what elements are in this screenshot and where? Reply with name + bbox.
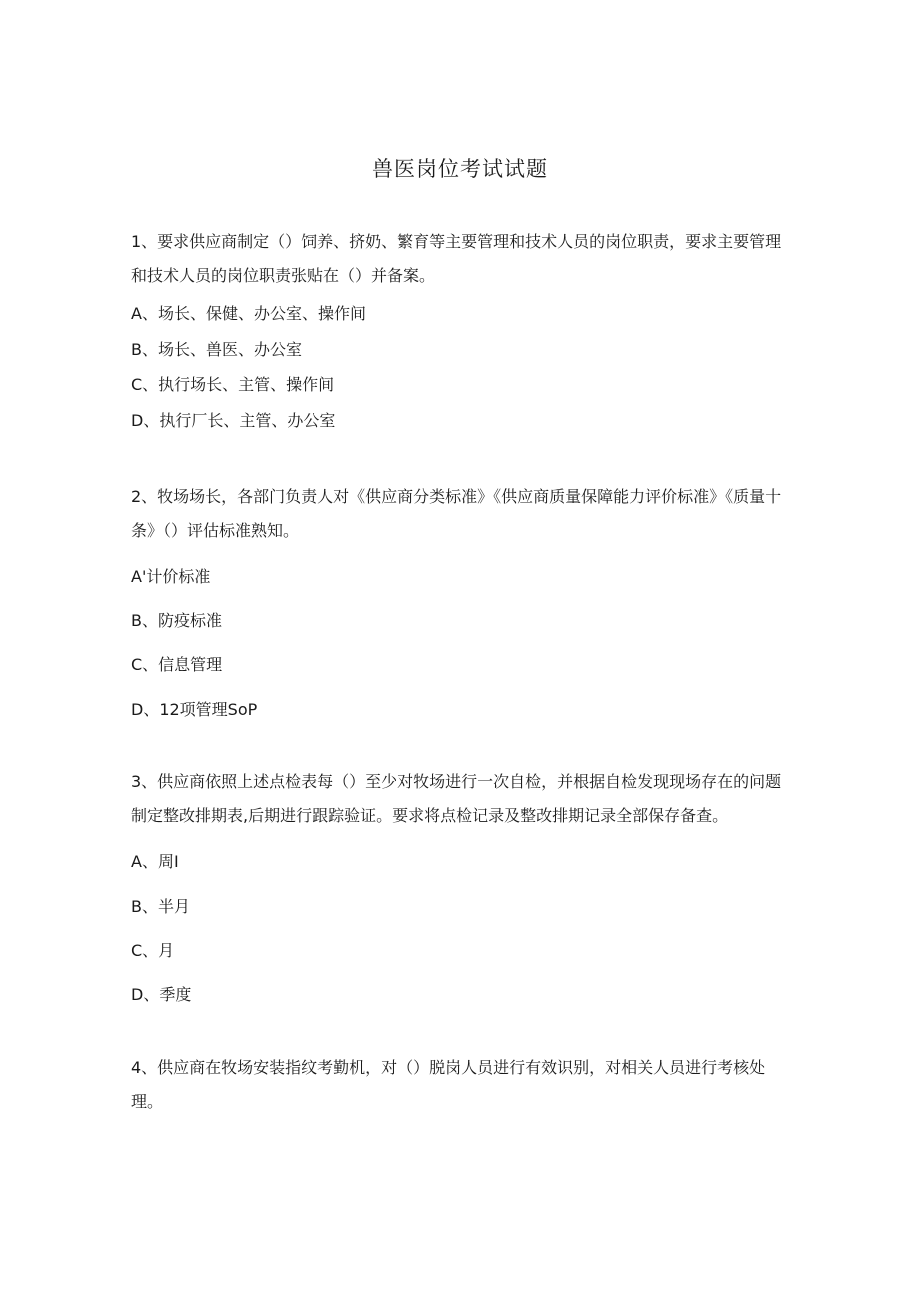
page-title: 兽医岗位考试试题 <box>372 157 548 181</box>
question-2-option-b: B、防疫标准 <box>131 611 222 630</box>
question-1-option-c: C、执行场长、主管、操作间 <box>131 375 335 394</box>
question-3-option-a: A、周I <box>131 852 179 871</box>
question-2-option-a: A'计价标准 <box>131 567 211 586</box>
question-1-option-d: D、执行厂长、主管、办公室 <box>131 411 336 430</box>
question-3-option-c: C、月 <box>131 941 175 960</box>
question-1-option-a: A、场长、保健、办公室、操作间 <box>131 304 366 323</box>
question-3-stem: 3、供应商依照上述点检表每（）至少对牧场进行一次自检，并根据自检发现现场存在的问题制定整改排期表,后期进行跟踪验证。要求将点检记录及整改排期记录全部保存备查。 <box>131 772 782 825</box>
question-2-stem: 2、牧场场长，各部门负责人对《供应商分类标准》《供应商质量保障能力评价标准》《质量十条》（）评估标准熟知。 <box>131 487 782 540</box>
question-1-option-b: B、场长、兽医、办公室 <box>131 340 302 359</box>
question-3-option-b: B、半月 <box>131 897 190 916</box>
question-4-stem: 4、供应商在牧场安装指纹考勤机，对（）脱岗人员进行有效识别，对相关人员进行考核处理。 <box>131 1058 766 1111</box>
question-2-option-c: C、信息管理 <box>131 655 223 674</box>
question-3-option-d: D、季度 <box>131 985 192 1004</box>
question-2-option-d: D、12项管理SoP <box>131 700 258 719</box>
question-1-stem: 1、要求供应商制定（）饲养、挤奶、繁育等主要管理和技术人员的岗位职责，要求主要管理和技术人员的岗位职责张贴在（）并备案。 <box>131 232 782 285</box>
